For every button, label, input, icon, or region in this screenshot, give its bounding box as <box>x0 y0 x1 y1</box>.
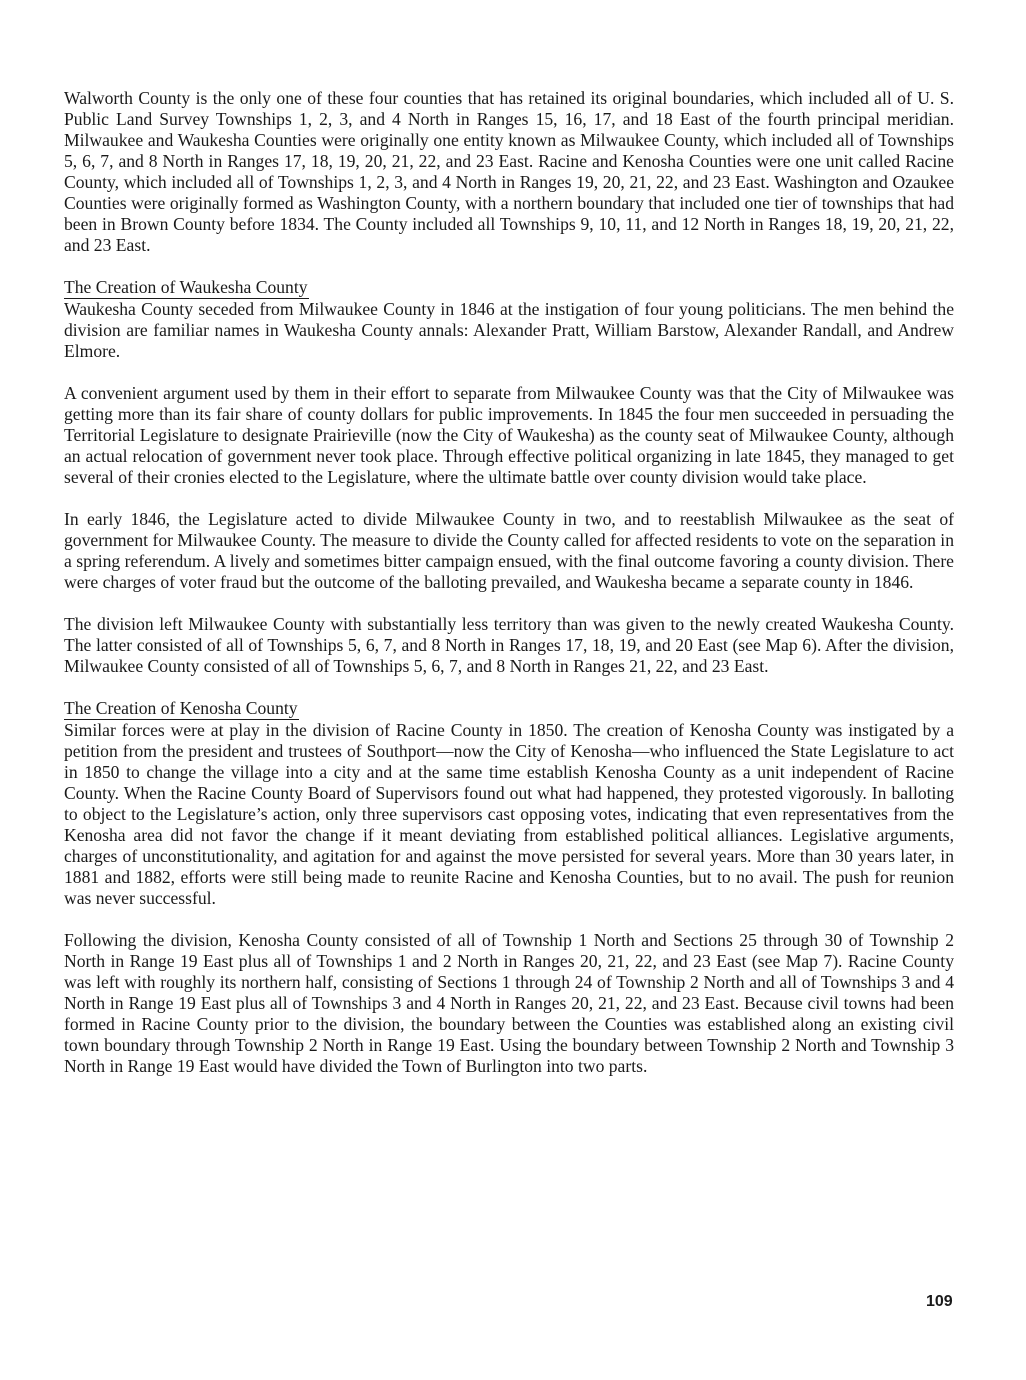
page-number: 109 <box>926 1293 953 1310</box>
waukesha-paragraph-3: In early 1846, the Legislature acted to divide Milwaukee County in two, and to reestablish Milwaukee as the seat of government for Milwaukee County. The measure to divide the County called for affected residents to vote on the separation in a spring referendum. A lively and sometimes bitter campaign ensued, with the final outcome favoring a county division. There were charges of voter fraud but the outcome of the balloting prevailed, and Waukesha became a separate county in 1846. <box>64 509 954 592</box>
kenosha-section <box>64 698 954 1077</box>
document-page <box>64 88 954 1077</box>
kenosha-paragraph-2: Following the division, Kenosha County consisted of all of Township 1 North and Sections 25 through 30 of Township 2 North in Range 19 East plus all of Townships 1 and 2 North in Ranges 20, 21, 22, and 23 East (see Map 7). Racine County was left with roughly its northern half, consisting of Sections 1 through 24 of Township 2 North and all of Townships 3 and 4 North in Range 19 East plus all of Townships 3 and 4 North in Ranges 20, 21, 22, and 23 East. Because civil towns had been formed in Racine County prior to the division, the boundary between the Counties was established along an existing civil town boundary through Township 2 North in Range 19 East. Using the boundary between Township 2 North and Township 3 North in Range 19 East would have divided the Town of Burlington into two parts. <box>64 930 954 1076</box>
intro-paragraph: Walworth County is the only one of these four counties that has retained its original boundaries, which included all of U. S. Public Land Survey Townships 1, 2, 3, and 4 North in Ranges 15, 16, 17, and 18 East of the fourth principal meridian. Milwaukee and Waukesha Counties were originally one entity known as Milwaukee County, which included all of Townships 5, 6, 7, and 8 North in Ranges 17, 18, 19, 20, 21, 22, and 23 East. Racine and Kenosha Counties were one unit called Racine County, which included all of Townships 1, 2, 3, and 4 North in Ranges 19, 20, 21, 22, and 23 East. Washington and Ozaukee Counties were originally formed as Washington County, with a northern boundary that included one tier of townships that had been in Brown County before 1834. The County included all Townships 9, 10, 11, and 12 North in Ranges 18, 19, 20, 21, 22, and 23 East. <box>64 88 954 255</box>
kenosha-heading: The Creation of Kenosha County <box>64 698 298 718</box>
waukesha-paragraph-4: The division left Milwaukee County with substantially less territory than was given to the newly created Waukesha County. The latter consisted of all of Townships 5, 6, 7, and 8 North in Ranges 17, 18, 19, and 20 East (see Map 6). After the division, Milwaukee County consisted of all of Townships 5, 6, 7, and 8 North in Ranges 21, 22, and 23 East. <box>64 614 954 676</box>
waukesha-heading: The Creation of Waukesha County <box>64 277 308 297</box>
waukesha-paragraph-2: A convenient argument used by them in their effort to separate from Milwaukee County was that the City of Milwaukee was getting more than its fair share of county dollars for public improvements. In 1845 the four men succeeded in persuading the Territorial Legislature to designate Prairieville (now the City of Waukesha) as the county seat of Milwaukee County, although an actual relocation of government never took place. Through effective political organizing in late 1845, they managed to get several of their cronies elected to the Legislature, where the ultimate battle over county division would take place. <box>64 383 954 487</box>
waukesha-paragraph-1: Waukesha County seceded from Milwaukee County in 1846 at the instigation of four young politicians. The men behind the division are familiar names in Waukesha County annals: Alexander Pratt, William Barstow, Alexander Randall, and Andrew Elmore. <box>64 299 954 361</box>
kenosha-paragraph-1: Similar forces were at play in the division of Racine County in 1850. The creation of Kenosha County was instigated by a petition from the president and trustees of Southport—now the City of Kenosha—who influenced the State Legislature to act in 1850 to change the village into a city and at the same time establish Kenosha County as a unit independent of Racine County. When the Racine County Board of Supervisors found out what had happened, they protested vigorously. In balloting to object to the Legislature’s action, only three supervisors cast opposing votes, indicating that even representatives from the Kenosha area did not favor the change if it meant deviating from established political alliances. Legislative arguments, charges of unconstitutionality, and agitation for and against the move persisted for several years. More than 30 years later, in 1881 and 1882, efforts were still being made to reunite Racine and Kenosha Counties, but to no avail. The push for reunion was never successful. <box>64 720 954 908</box>
waukesha-section <box>64 277 954 677</box>
